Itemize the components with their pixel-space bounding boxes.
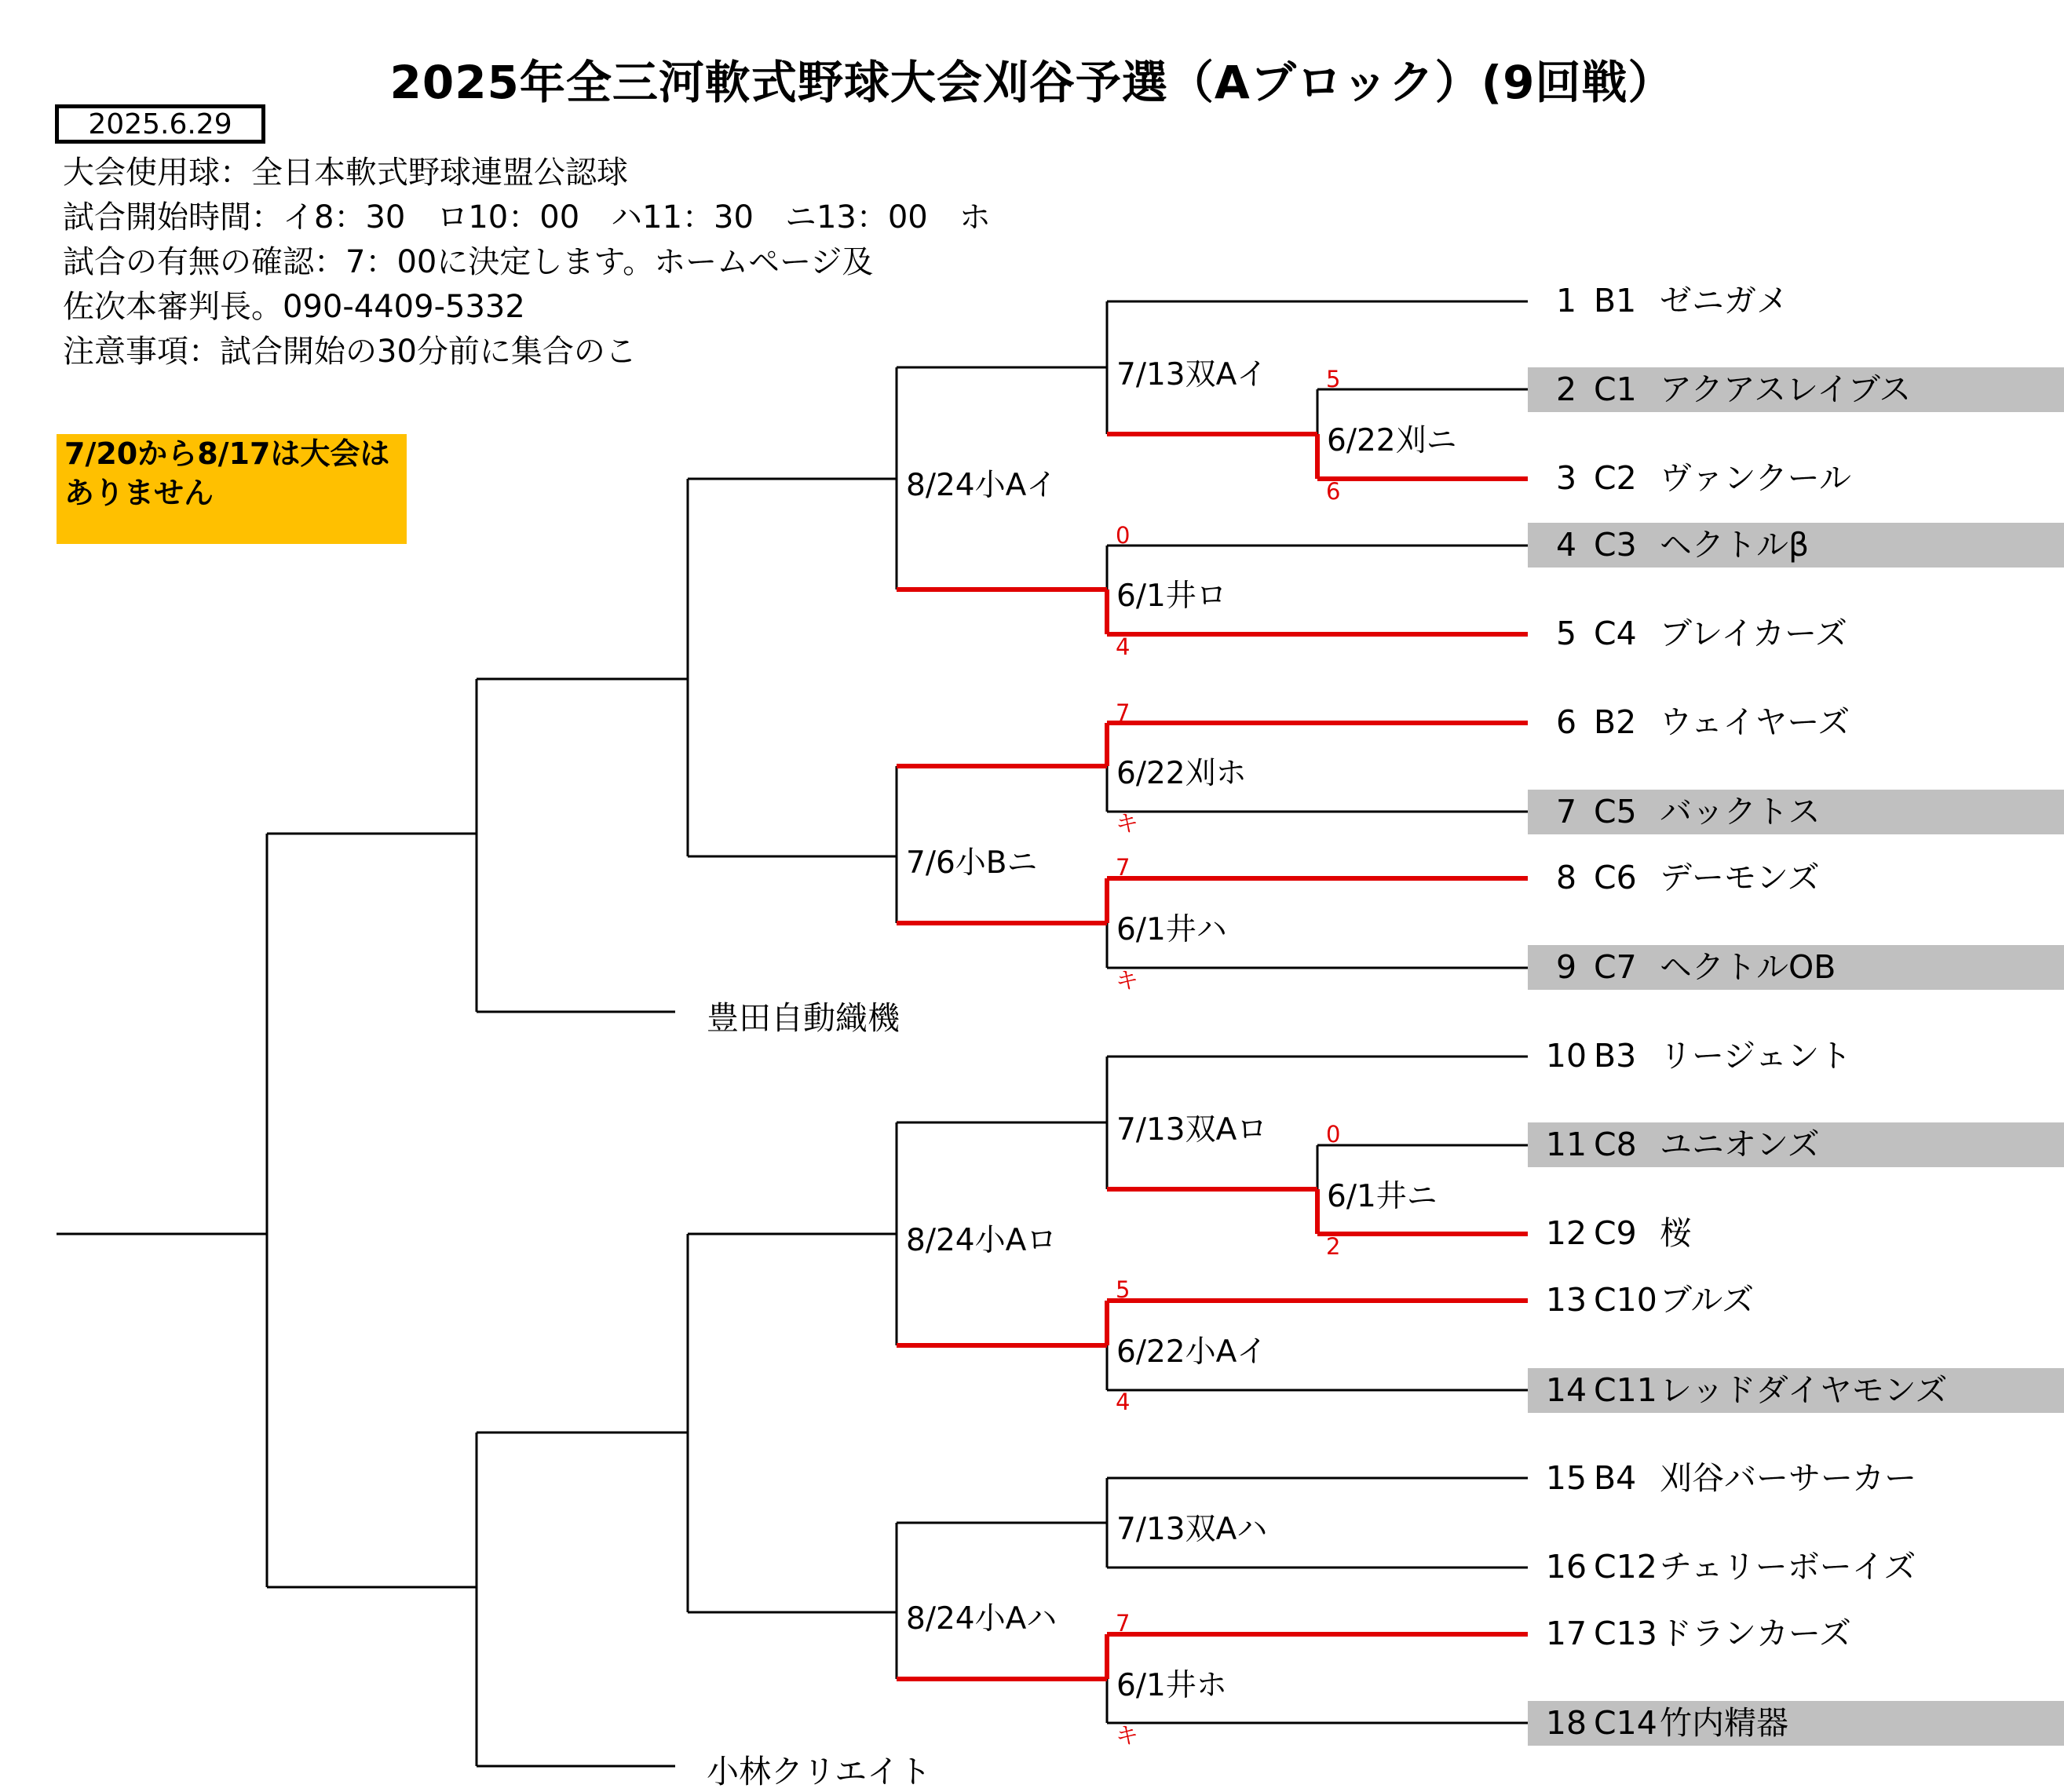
seed-team: 豊田自動織機 <box>707 999 900 1037</box>
team-row: 12 C9 桜 <box>1539 1211 1692 1256</box>
team-row: 14 C11レッドダイヤモンズ <box>1539 1368 1948 1413</box>
team-name: レッドダイヤモンズ <box>1660 1371 1948 1409</box>
team-name: ブレイカーズ <box>1660 615 1848 652</box>
team-row: 7 C5 バックトス <box>1539 790 1821 834</box>
info-ball: 大会使用球：全日本軟式野球連盟公認球 <box>63 155 628 191</box>
team-name: ヴァンクール <box>1660 459 1851 497</box>
team-row: 4 C3 ヘクトルβ <box>1539 523 1809 568</box>
team-row: 9 C7 ヘクトルOB <box>1539 945 1836 990</box>
team-row: 13 C10ブルズ <box>1539 1278 1754 1323</box>
team-name: ヘクトルOB <box>1660 948 1836 986</box>
info-confirmation: 試合の有無の確認：7：00に決定します。ホームページ及 <box>63 244 874 280</box>
notice-line-2: ありません <box>64 476 214 510</box>
score: キ <box>1116 810 1139 837</box>
info-start-times: 試合開始時間：イ8：30 ロ10：00 ハ11：30 ニ13：00 ホ <box>63 199 991 235</box>
team-name: リージェント <box>1660 1037 1852 1075</box>
score: 7 <box>1116 1610 1131 1637</box>
team-row: 8 C6 デーモンズ <box>1539 856 1820 900</box>
team-name: 竹内精器 <box>1660 1704 1788 1742</box>
score: 0 <box>1326 1121 1341 1148</box>
team-name: ゼニガメ <box>1660 282 1788 319</box>
team-row: 18 C14竹内精器 <box>1539 1701 1788 1746</box>
match-label: 6/22小Aイ <box>1116 1334 1268 1370</box>
team-name: デーモンズ <box>1660 859 1820 896</box>
match-label: 6/1井ハ <box>1116 912 1227 947</box>
team-row: 11 C8 ユニオンズ <box>1539 1122 1820 1167</box>
team-name: ブルズ <box>1660 1281 1755 1319</box>
match-label: 6/1井ロ <box>1116 578 1227 614</box>
score: 7 <box>1116 699 1131 726</box>
team-name: ドランカーズ <box>1660 1615 1851 1652</box>
match-label: 6/22刈ニ <box>1327 423 1457 458</box>
date-box: 2025.6.29 <box>55 104 265 144</box>
team-row: 6 B2 ウェイヤーズ <box>1539 700 1850 745</box>
match-label: 7/13双Aロ <box>1116 1112 1268 1148</box>
score: 4 <box>1116 633 1131 660</box>
score: 6 <box>1326 478 1341 505</box>
team-name: バックトス <box>1660 793 1821 830</box>
team-name: ユニオンズ <box>1660 1126 1820 1163</box>
team-name: ウェイヤーズ <box>1660 703 1850 741</box>
match-label: 6/22刈ホ <box>1116 756 1247 791</box>
score: キ <box>1116 1722 1139 1749</box>
match-label: 6/1井ニ <box>1327 1179 1437 1214</box>
team-row: 5 C4 ブレイカーズ <box>1539 611 1847 656</box>
score: 4 <box>1116 1389 1131 1415</box>
team-row: 10 B3 リージェント <box>1539 1034 1851 1078</box>
team-row: 15 B4 刈谷バーサーカー <box>1539 1456 1916 1501</box>
team-name: ヘクトルβ <box>1660 526 1810 564</box>
team-row: 17 C13ドランカーズ <box>1539 1611 1851 1656</box>
team-name: 桜 <box>1660 1214 1692 1252</box>
notice-line-1: 7/20から8/17は大会は <box>64 436 390 471</box>
team-row: 3 C2 ヴァンクール <box>1539 456 1851 501</box>
team-row: 2 C1 アクアスレイブス <box>1539 367 1911 412</box>
score: 5 <box>1326 366 1341 392</box>
match-label: 7/6小Bニ <box>906 845 1038 881</box>
score: 0 <box>1116 522 1131 549</box>
score: 2 <box>1326 1233 1341 1260</box>
match-label: 8/24小Aイ <box>906 468 1058 503</box>
score: キ <box>1116 967 1139 994</box>
match-label: 8/24小Aハ <box>906 1601 1058 1637</box>
match-label: 6/1井ホ <box>1116 1668 1227 1703</box>
team-name: チェリーボーイズ <box>1660 1548 1916 1586</box>
score: 5 <box>1116 1276 1131 1303</box>
page-title: 2025年全三河軟式野球大会刈谷予選（Aブロック）(9回戦） <box>389 56 1675 109</box>
info-umpire: 佐次本審判長。090-4409-5332 <box>63 289 525 325</box>
match-label: 8/24小Aロ <box>906 1223 1058 1258</box>
match-label: 7/13双Aイ <box>1116 357 1268 392</box>
match-label: 7/13双Aハ <box>1116 1512 1268 1547</box>
seed-team: 小林クリエイト <box>707 1753 932 1790</box>
team-name: アクアスレイブス <box>1660 370 1912 408</box>
team-row: 1 B1 ゼニガメ <box>1539 279 1788 323</box>
info-notes: 注意事項：試合開始の30分前に集合のこ <box>63 334 637 370</box>
score: 7 <box>1116 854 1131 881</box>
team-row: 16 C12チェリーボーイズ <box>1539 1545 1916 1589</box>
team-name: 刈谷バーサーカー <box>1660 1459 1917 1497</box>
